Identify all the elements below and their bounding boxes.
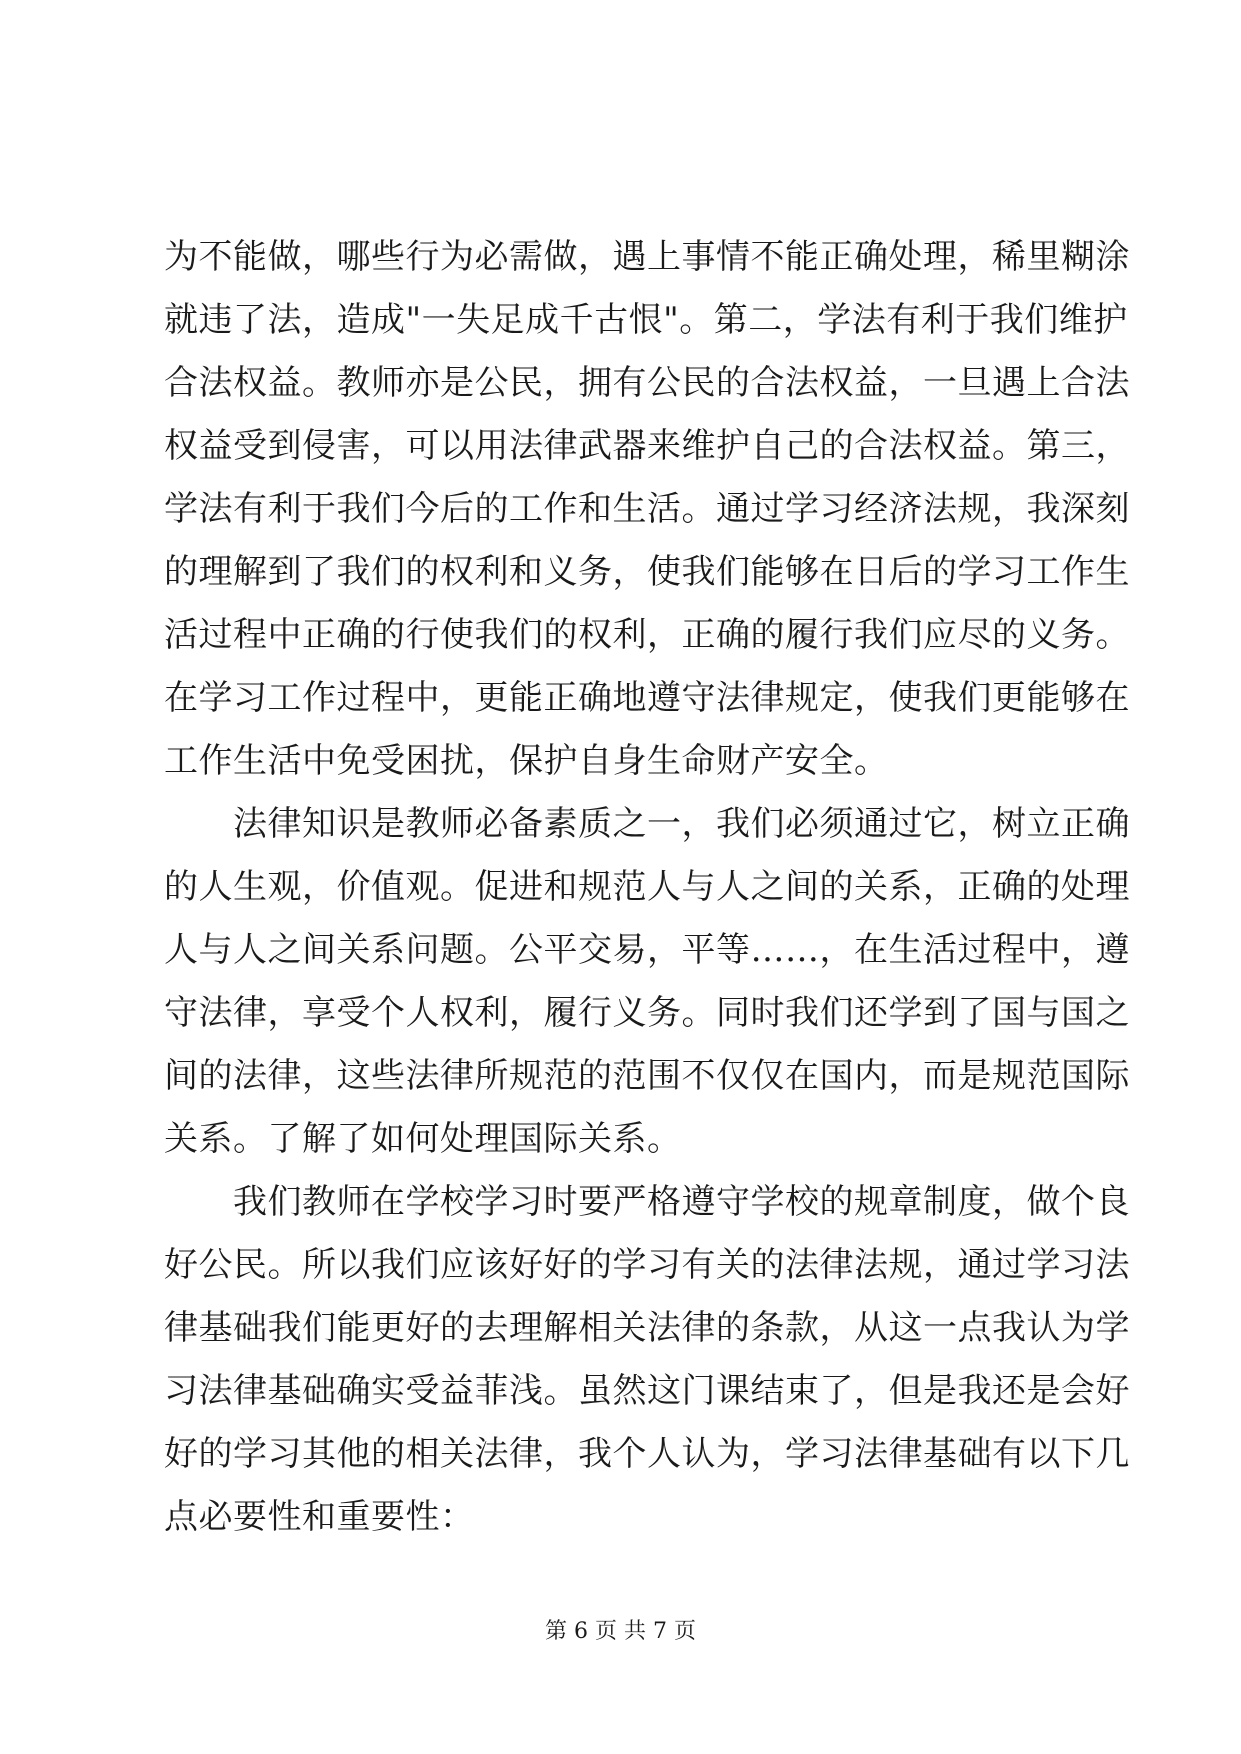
- text-line: 工作生活中免受困扰，保护自身生命财产安全。: [164, 741, 889, 781]
- text-line: 守法律，享受个人权利，履行义务。同时我们还学到了国与国之: [164, 993, 1130, 1033]
- text-line: 习法律基础确实受益菲浅。虽然这门课结束了，但是我还是会好: [164, 1371, 1130, 1411]
- body-text: [164, 226, 1130, 1549]
- text-line: 好的学习其他的相关法律，我个人认为，学习法律基础有以下几: [164, 1434, 1130, 1474]
- text-line: 在学习工作过程中，更能正确地遵守法律规定，使我们更能够在: [164, 678, 1130, 718]
- text-line: 合法权益。教师亦是公民，拥有公民的合法权益，一旦遇上合法: [164, 363, 1130, 403]
- paragraph-1: [164, 226, 1130, 793]
- text-line: 就违了法，造成"一失足成千古恨"。第二，学法有利于我们维护: [164, 300, 1128, 340]
- text-line: 我们教师在学校学习时要严格遵守学校的规章制度，做个良: [164, 1182, 1130, 1222]
- page-number-footer: 第 6 页 共 7 页: [545, 1619, 696, 1644]
- text-line: 关系。了解了如何处理国际关系。: [164, 1119, 682, 1159]
- text-line: 法律知识是教师必备素质之一，我们必须通过它，树立正确: [164, 804, 1130, 844]
- text-line: 的人生观，价值观。促进和规范人与人之间的关系，正确的处理: [164, 867, 1130, 907]
- paragraph-2: [164, 793, 1130, 1171]
- text-line: 人与人之间关系问题。公平交易，平等……，在生活过程中，遵: [164, 930, 1130, 970]
- text-line: 好公民。所以我们应该好好的学习有关的法律法规，通过学习法: [164, 1245, 1130, 1285]
- paragraph-3: [164, 1171, 1130, 1549]
- text-line: 律基础我们能更好的去理解相关法律的条款，从这一点我认为学: [164, 1308, 1130, 1348]
- text-line: 的理解到了我们的权利和义务，使我们能够在日后的学习工作生: [164, 552, 1130, 592]
- text-line: 权益受到侵害，可以用法律武器来维护自己的合法权益。第三，: [164, 426, 1130, 466]
- text-line: 活过程中正确的行使我们的权利，正确的履行我们应尽的义务。: [164, 615, 1130, 655]
- text-line: 间的法律，这些法律所规范的范围不仅仅在国内，而是规范国际: [164, 1056, 1130, 1096]
- text-line: 点必要性和重要性：: [164, 1497, 475, 1537]
- text-line: 学法有利于我们今后的工作和生活。通过学习经济法规，我深刻: [164, 489, 1130, 529]
- text-line: 为不能做，哪些行为必需做，遇上事情不能正确处理，稀里糊涂: [164, 237, 1130, 277]
